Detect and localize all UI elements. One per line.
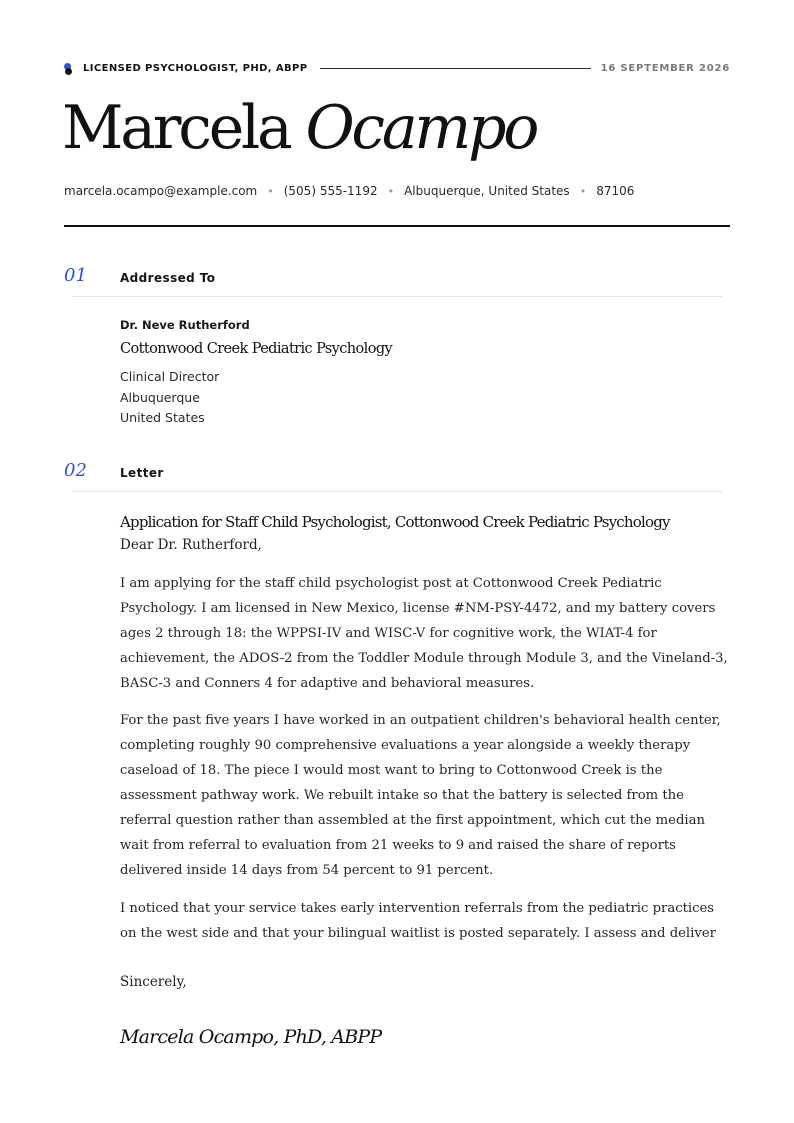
section-number-letter: 02 bbox=[64, 460, 87, 481]
section-title-letter: Letter bbox=[120, 466, 164, 480]
credentials-eyebrow: LICENSED PSYCHOLOGIST, PHD, ABPP bbox=[83, 62, 308, 74]
header-divider bbox=[64, 225, 730, 227]
contact-location: Albuquerque, United States bbox=[404, 184, 570, 198]
section-rule-addressed bbox=[72, 296, 722, 297]
header-rule bbox=[320, 68, 591, 69]
recipient-city: Albuquerque bbox=[120, 390, 200, 405]
recipient-organization: Cottonwood Creek Pediatric Psychology bbox=[120, 341, 393, 357]
section-title-addressed: Addressed To bbox=[120, 271, 216, 285]
recipient-title: Clinical Director bbox=[120, 369, 220, 384]
letter-date: 16 SEPTEMBER 2026 bbox=[600, 62, 730, 74]
letter-subject: Application for Staff Child Psychologist, Cottonwood Creek Pediatric Psychology bbox=[120, 513, 670, 531]
header-topbar bbox=[64, 61, 730, 75]
letter-paragraph: For the past five years I have worked in an outpatient children's behavioral health center, completing roughly 90 comprehensive evaluations a year alongside a weekly therapy caseload of 18. The piece I would most want to bring to Cottonwood Creek is the assessment pathway work. We rebuilt intake so that the battery is selected from the referral question rather than assembled at the first appointment, which cut the median wait from referral to evaluation from 21 weeks to 9 and raised the share of reports delivered inside 14 days from 54 percent to 91 percent. bbox=[120, 713, 721, 878]
author-name bbox=[62, 92, 536, 164]
letter-closing: Sincerely, bbox=[120, 974, 187, 990]
contact-zip: 87106 bbox=[596, 184, 635, 198]
recipient-name: Dr. Neve Rutherford bbox=[120, 318, 250, 332]
letter-salutation: Dear Dr. Rutherford, bbox=[120, 537, 262, 553]
contact-line bbox=[64, 184, 634, 198]
recipient-country: United States bbox=[120, 410, 205, 425]
contact-separator: • bbox=[267, 184, 274, 198]
contact-phone[interactable]: (505) 555-1192 bbox=[283, 184, 378, 198]
letter-paragraph: I am applying for the staff child psychologist post at Cottonwood Creek Pediatric Psychology. I am licensed in New Mexico, license #NM-PSY-4472, and my battery covers ages 2 through 18: the WPPSI-IV and WISC-V for cognitive work, the WIAT-4 for achievement, the ADOS-2 from the Toddler Module through Module 3, and the Vineland-3, BASC-3 and Conners 4 for adaptive and behavioral measures. bbox=[120, 576, 728, 691]
last-name: Ocampo bbox=[305, 93, 537, 163]
contact-email[interactable]: marcela.ocampo@example.com bbox=[64, 184, 258, 198]
section-number-addressed: 01 bbox=[64, 265, 87, 286]
brand-dots-icon bbox=[64, 62, 73, 75]
contact-separator: • bbox=[579, 184, 587, 198]
black-dot-icon bbox=[65, 68, 72, 75]
contact-separator: • bbox=[387, 184, 395, 198]
section-rule-letter bbox=[72, 491, 722, 492]
first-name: Marcela bbox=[62, 93, 290, 163]
letter-signature: Marcela Ocampo, PhD, ABPP bbox=[120, 1026, 382, 1048]
letter-paragraph: I noticed that your service takes early intervention referrals from the pediatric practices on the west side and that your bilingual waitlist is posted separately. I assess and deliver bbox=[120, 901, 716, 941]
